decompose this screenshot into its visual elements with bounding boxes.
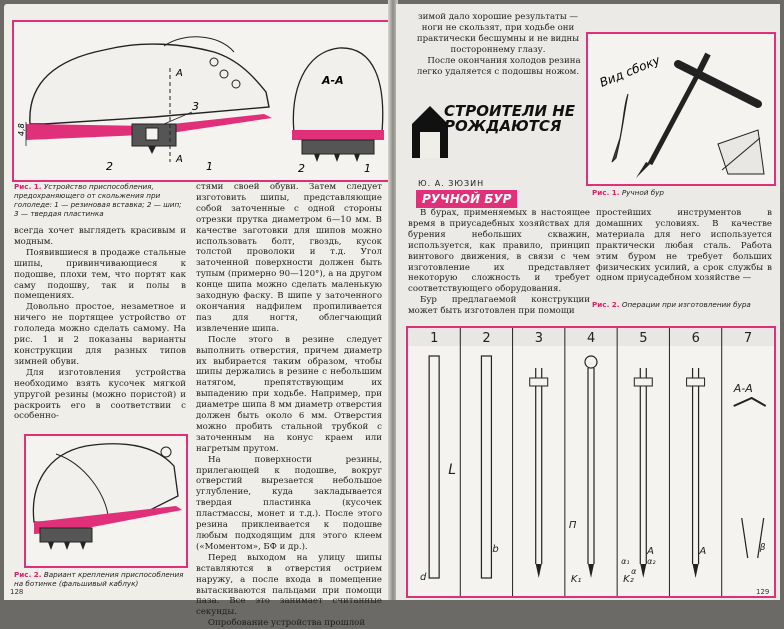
drill-tip — [640, 564, 646, 578]
left-page — [4, 4, 390, 629]
steel-strip — [481, 356, 491, 578]
drill-tip — [693, 564, 699, 578]
handle-hole — [687, 378, 705, 386]
figure-2-caption-label: Рис. 2. — [592, 300, 620, 309]
section-mark-a1: A — [176, 68, 183, 79]
right-column-1 — [408, 208, 590, 317]
figure-1-caption-text: Ручной бур — [621, 188, 664, 197]
label-d: d — [420, 572, 427, 583]
label-b: b — [492, 544, 499, 555]
drill-operations-drawing — [408, 328, 774, 596]
label-beta: β — [759, 543, 766, 553]
figure-2-caption — [14, 570, 190, 588]
panel-number: 2 — [482, 331, 491, 346]
label-2: 2 — [106, 160, 113, 173]
panel-number: 3 — [534, 331, 543, 346]
figure-2-caption-label: Рис. 2. — [14, 570, 42, 579]
paragraph: Довольно простое, незаметное и ничего не портящее устройство от гололеда можно сделать самому. На рис. 1 и 2 показаны варианты конструкции для разных типов зимней обуви. — [14, 302, 186, 367]
page-number-right: 129 — [756, 588, 770, 596]
paragraph: Перед выходом на улицу шипы вставляются в отверстия острием наружу, а после входа в помещение вытаскиваются пальцами при помощи паза. Все это занимает считанные секунды. — [196, 552, 382, 618]
dim-label: 4,8 — [17, 123, 26, 136]
handle-hole — [634, 378, 652, 386]
paragraph: простейших инструментов в домашних условиях. В качестве материала для него используется практически любая сталь. Работа этим буром не требует больших физических усилий, а срок службы в одном приусадебном хозяйстве — — [596, 208, 772, 284]
drill-tip — [588, 564, 594, 578]
figure-2-caption — [592, 300, 772, 309]
steel-strip — [429, 356, 439, 578]
panel-number: 4 — [587, 331, 596, 346]
author: Ю. А. ЗЮЗИН — [418, 179, 485, 188]
paragraph: На поверхности резины, прилегающей к подошве, вокруг отверстий вырезается небольшое углубление, куда закладывается твердая пластинка (кусочек пластмассы, монет и т.д.). После этого резина приклеивается к подошве любым подходящим для этого клеем («Моментом», БФ и др.). — [196, 454, 382, 552]
label-a-right: A — [699, 546, 707, 557]
paragraph: В бурах, применяемых в настоящее время в приусадебных хозяйствах для бурения небольших скважин, используется, как правило, принцип винтового движения, в связи с чем изготовление их представляет некоторую сложность и требует соответствующего оборудования. — [408, 208, 590, 295]
panel-number: 7 — [743, 331, 753, 346]
paragraph: зимой дало хорошие результаты — ноги не скользят, при ходьбе они практически бесшумны и не видны постороннему глазу. — [416, 12, 580, 55]
figure-1-caption-label: Рис. 1. — [592, 188, 620, 197]
left-column-2 — [196, 182, 382, 629]
right-page — [396, 4, 780, 600]
section-profile — [734, 398, 766, 406]
figure-1-caption-text: Устройство приспособления, предохраняющего от скольжения при гололеде: 1 — резиновая вставка; 2 — шип; 3 — твердая пластинка — [14, 182, 182, 218]
label-3: 3 — [192, 100, 199, 113]
figure-1-caption-label: Рис. 1. — [14, 182, 42, 191]
drill-tip — [536, 564, 542, 578]
label-p: П — [568, 520, 577, 531]
paragraph: Для изготовления устройства необходимо взять кусочек мягкой упругой резины (можно пористой) и раскроить его в соответствии с особенно- — [14, 367, 186, 422]
eye-loop — [585, 356, 597, 368]
section-label-1: 1 — [364, 162, 371, 175]
paragraph: Опробование устройства прошлой — [208, 618, 366, 629]
figure-2-boot-diagram — [24, 434, 188, 568]
label-1: 1 — [206, 160, 213, 173]
paragraph: всегда хочет выглядеть красивым и модным. — [14, 226, 186, 247]
label-a-left: A — [647, 546, 654, 557]
right-top-text — [408, 12, 588, 77]
figure-2-caption-text: Операции при изготовлении бура — [621, 300, 751, 309]
figure-2-caption-text: Вариант крепления приспособления на ботинке (фальшивый каблук) — [14, 570, 184, 588]
section-label: А-А — [733, 382, 753, 395]
panel-number: 6 — [691, 331, 700, 346]
section-title: А-А — [322, 74, 344, 87]
shoe-section-drawing — [14, 22, 388, 180]
label-alpha2: α₂ — [647, 557, 656, 566]
panel-number: 1 — [430, 331, 439, 346]
paragraph: Появившиеся в продаже стальные шипы, привинчивающиеся к подошве, плохи тем, что портят как саму подошву, так и полы в помещениях. — [14, 247, 186, 302]
figure-2-operations-diagram — [406, 326, 776, 598]
paragraph: Бур предлагаемой конструкции может быть изготовлен при помощи — [408, 295, 590, 317]
label-k1: K₁ — [570, 574, 582, 585]
handle-hole — [530, 378, 548, 386]
label-alpha: α — [631, 567, 637, 576]
rubric-title: СТРОИТЕЛИ НЕ РОЖДАЮТСЯ — [444, 102, 576, 135]
boot-drawing — [26, 436, 186, 566]
paragraph: После окончания холодов резина легко удаляется с подошвы ножом. — [416, 55, 581, 77]
figure-1-drill-drawing — [586, 32, 776, 186]
right-column-2 — [596, 208, 772, 284]
label-k2: K₂ — [623, 574, 634, 585]
figure-1-shoe-diagram — [12, 20, 390, 182]
figure-1-caption — [592, 188, 762, 197]
section-label-2: 2 — [298, 162, 305, 175]
paragraph: стями своей обуви. Затем следует изготовить шипы, представляющие собой заточенные с одной стороны отрезки прутка диаметром 6—10 мм. В качестве заготовки для шипов можно использовать болт, гвоздь, кусок толстой проволоки и т.д. Угол заточенной поверхности должен быть тупым (примерно 90—120°), а на другом конце шипа можно сделать маленькую заходную фаску. В шипе у заточенного окончания надфилем пропиливается паз для ногтя, облегчающий извлечение шипа. — [196, 182, 382, 334]
article-title: РУЧНОЙ БУР — [416, 190, 517, 208]
label-alpha1: α₁ — [621, 557, 630, 566]
label-L: L — [448, 462, 457, 478]
side-view-label: Вид сбоку — [597, 52, 663, 90]
section-view — [293, 48, 382, 132]
hand-drill-drawing — [588, 34, 774, 184]
section-mark-a2: A — [176, 154, 183, 165]
figure-1-caption — [14, 182, 184, 218]
paragraph: После этого в резине следует выполнить отверстия, причем диаметр их выбирается таким образом, чтобы шипы держались в резине с небольшим натягом, препятствующим их выпадению при ходьбе. Например, при диаметре шипа 8 мм диаметр отверстия должен быть около 6 мм. Отверстия можно пробить стальной трубкой с заточенным на конус краем или нагретым прутом. — [196, 334, 382, 454]
panel-number: 5 — [639, 331, 648, 346]
page-number-left: 128 — [10, 588, 24, 596]
panel-grid — [408, 328, 774, 596]
rubric-block — [410, 102, 594, 162]
left-column-1 — [14, 226, 186, 422]
